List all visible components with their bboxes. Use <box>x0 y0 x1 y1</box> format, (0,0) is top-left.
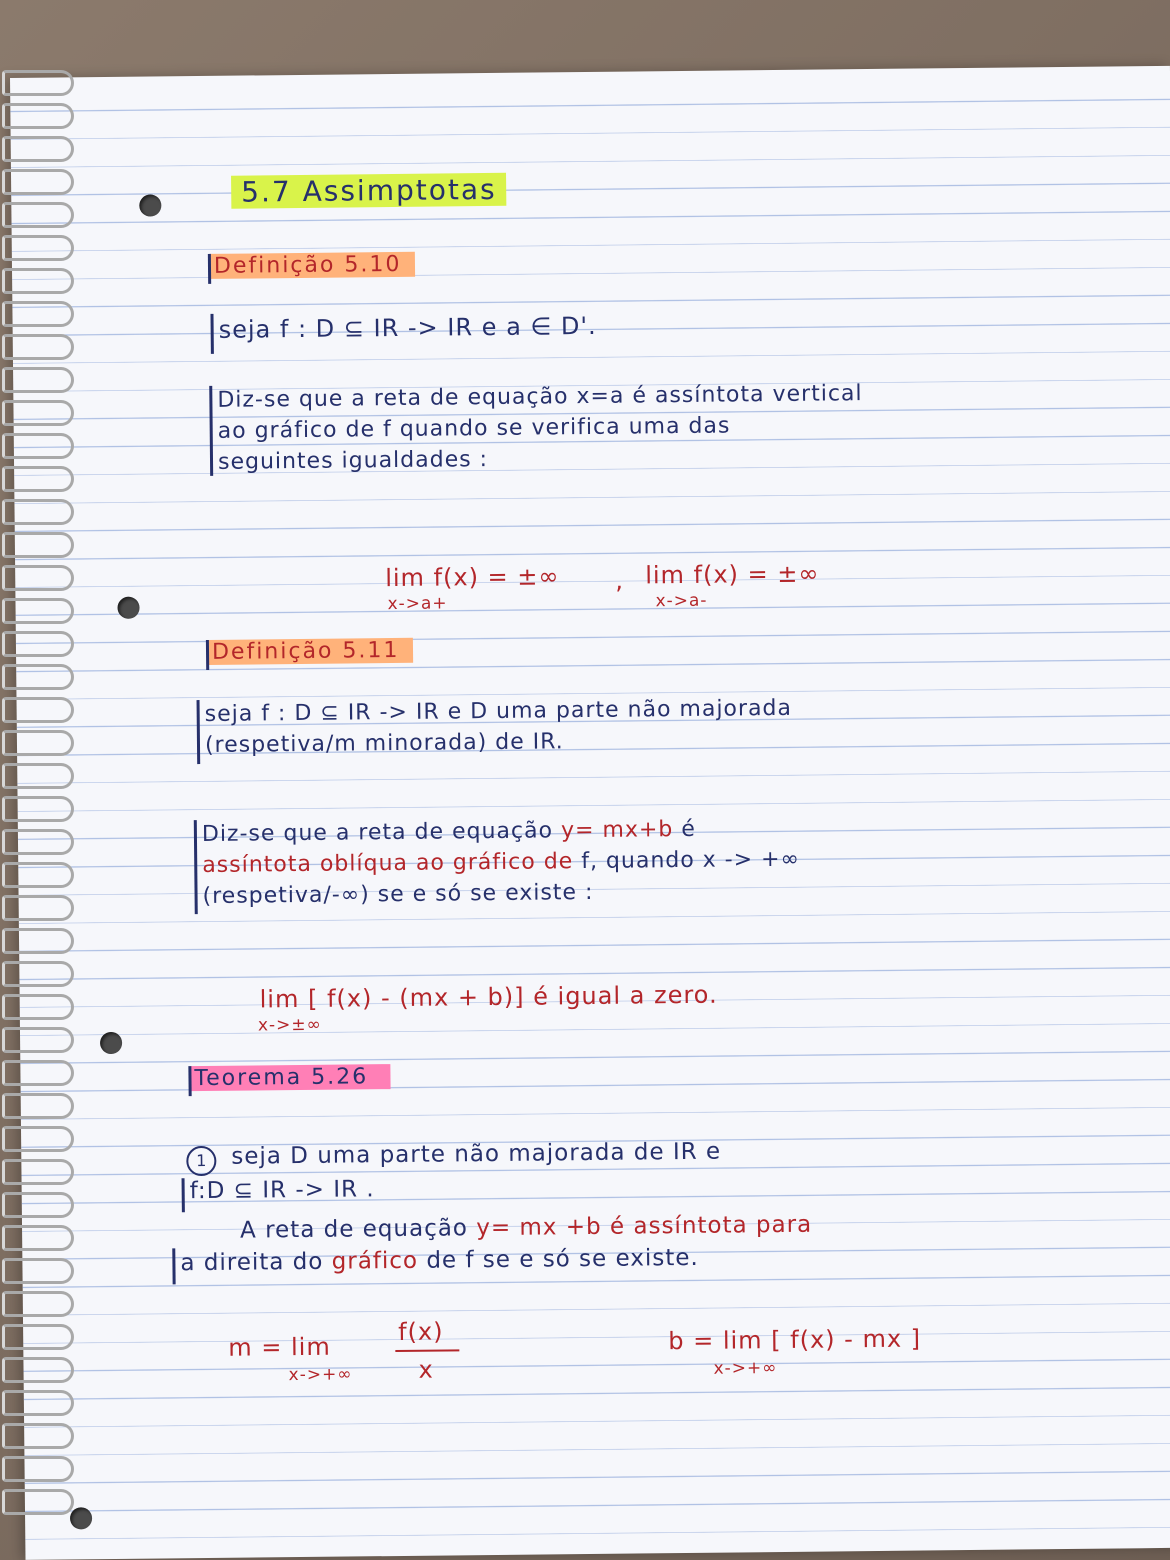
def-511-line4-text: assíntota oblíqua ao gráfico de <box>202 849 574 879</box>
b-formula: b = lim [ f(x) - mx ] <box>668 1324 922 1356</box>
b-formula-sub: x->+∞ <box>713 1358 778 1379</box>
def-510-line3: ao gráfico de f quando se verifica uma das <box>217 413 731 444</box>
def-511-formula-sub: x->±∞ <box>257 1014 322 1036</box>
def-511-line4-f: f <box>581 848 591 875</box>
theorem-line3 <box>240 1212 812 1244</box>
spiral-coil <box>2 1456 74 1482</box>
bracket-bar <box>210 314 213 354</box>
theorem-line3-equation: y= mx +b <box>476 1213 602 1242</box>
fraction-bar <box>395 1349 459 1352</box>
def-510-formula-b-sub: x->a- <box>655 590 708 612</box>
def-510-formula-b: lim f(x) = ±∞ <box>645 559 820 590</box>
spiral-coil <box>2 829 74 855</box>
spiral-coil <box>2 631 74 657</box>
spiral-coil <box>2 565 74 591</box>
punch-hole <box>100 1032 122 1054</box>
spiral-coil <box>2 1060 74 1086</box>
definition-5-11-label: Definição 5.11 <box>208 638 414 665</box>
theorem-line4 <box>180 1245 699 1276</box>
theorem-line2: f:D ⊆ IR -> IR . <box>189 1176 375 1205</box>
def-511-formula: lim [ f(x) - (mx + b)] é igual a zero. <box>259 980 718 1014</box>
def-511-line2: (respetiva/m minorada) de IR. <box>204 729 564 758</box>
spiral-coil <box>2 1225 74 1251</box>
spiral-coil <box>2 1324 74 1350</box>
theorem-line3-text: A reta de equação <box>239 1215 469 1244</box>
def-510-formula-a: lim f(x) = ±∞ <box>385 562 560 593</box>
spiral-coil <box>2 928 74 954</box>
spiral-coil <box>2 400 74 426</box>
spiral-coil <box>2 664 74 690</box>
spiral-coil <box>2 1357 74 1383</box>
spiral-coil <box>2 1093 74 1119</box>
def-510-line1: seja f : D ⊆ IR -> IR e a ∈ D'. <box>218 311 597 344</box>
theorem-line3-tail: é assíntota para <box>609 1211 813 1240</box>
spiral-coil <box>2 1192 74 1218</box>
punch-hole <box>139 194 161 216</box>
def-511-line4-tail: , quando x -> +∞ <box>589 846 800 874</box>
spiral-coil <box>2 1027 74 1053</box>
spiral-coil <box>2 1489 74 1515</box>
definition-5-10-label: Definição 5.10 <box>210 252 416 279</box>
spiral-coil <box>2 235 74 261</box>
punch-hole <box>117 597 139 619</box>
def-510-line2: Diz-se que a reta de equação x=a é assíntota vertical <box>217 381 863 413</box>
def-511-line4 <box>202 847 800 878</box>
spiral-coil <box>2 532 74 558</box>
bracket-bar <box>208 254 211 284</box>
theorem-line1: seja D uma parte não majorada de IR e <box>231 1138 722 1170</box>
spiral-coil <box>2 334 74 360</box>
spiral-coil <box>2 169 74 195</box>
m-formula-lhs: m = lim <box>228 1332 331 1362</box>
spiral-coil <box>2 103 74 129</box>
def-510-separator: , <box>615 566 625 595</box>
bracket-bar <box>194 820 198 914</box>
spiral-coil <box>2 598 74 624</box>
bracket-bar <box>188 1066 191 1096</box>
theorem-item-number-text: 1 <box>196 1151 207 1171</box>
spiral-coil <box>2 136 74 162</box>
spiral-coil <box>2 466 74 492</box>
def-511-line1: seja f : D ⊆ IR -> IR e D uma parte não majorada <box>204 695 793 727</box>
def-511-line3-text: Diz-se que a reta de equação <box>201 818 554 848</box>
spiral-coil <box>2 1159 74 1185</box>
spiral-coil <box>2 268 74 294</box>
theorem-item-number <box>186 1146 216 1176</box>
bracket-bar <box>209 386 213 476</box>
def-511-line3 <box>202 817 696 847</box>
spiral-coil <box>2 1126 74 1152</box>
m-formula-sub: x->+∞ <box>288 1364 353 1386</box>
spiral-coil <box>2 796 74 822</box>
m-formula-denominator: x <box>418 1355 434 1384</box>
m-formula-numerator: f(x) <box>398 1317 444 1347</box>
spiral-coil <box>2 1390 74 1416</box>
spiral-coil <box>2 763 74 789</box>
def-511-line3-equation: y= mx+b <box>560 817 674 844</box>
spiral-coil <box>2 202 74 228</box>
spiral-coil <box>2 730 74 756</box>
theorem-line4-graph: gráfico <box>331 1247 419 1275</box>
bracket-bar <box>206 640 209 670</box>
notebook-page <box>10 66 1170 1560</box>
spiral-coil <box>2 433 74 459</box>
spiral-binding <box>0 70 70 1560</box>
spiral-coil <box>2 1423 74 1449</box>
spiral-coil <box>2 994 74 1020</box>
theorem-line4-text: a direita do <box>180 1248 324 1277</box>
def-510-formula-a-sub: x->a+ <box>387 593 448 615</box>
punch-hole <box>70 1507 92 1529</box>
spiral-coil <box>2 1258 74 1284</box>
spiral-coil <box>2 862 74 888</box>
bracket-bar <box>172 1248 175 1284</box>
bracket-bar <box>197 700 201 764</box>
spiral-coil <box>2 367 74 393</box>
def-510-line4: seguintes igualdades : <box>217 447 489 475</box>
def-511-line3-tail: é <box>681 816 696 843</box>
theorem-5-26-label: Teorema 5.26 <box>190 1064 390 1091</box>
spiral-coil <box>2 301 74 327</box>
section-title: 5.7 Assimptotas <box>231 173 507 209</box>
theorem-line4-tail: de f se e só se existe. <box>426 1244 699 1274</box>
spiral-coil <box>2 961 74 987</box>
spiral-coil <box>2 895 74 921</box>
spiral-coil <box>2 70 74 96</box>
spiral-coil <box>2 499 74 525</box>
bracket-bar <box>182 1178 185 1212</box>
spiral-coil <box>2 697 74 723</box>
def-511-line5: (respetiva/-∞) se e só se existe : <box>202 879 594 910</box>
spiral-coil <box>2 1291 74 1317</box>
